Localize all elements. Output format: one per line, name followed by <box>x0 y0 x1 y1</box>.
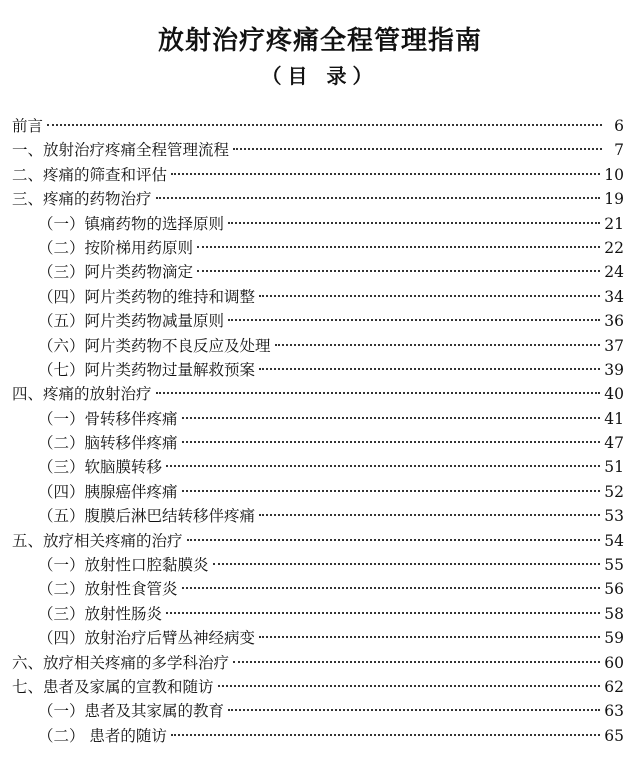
toc-entry <box>12 455 624 479</box>
toc-dot-leader <box>171 734 600 736</box>
toc-entry <box>12 236 624 260</box>
toc-entry-page-number: 56 <box>604 580 624 599</box>
toc-entry <box>12 187 624 211</box>
toc-dot-leader <box>233 661 600 663</box>
toc-entry-page-number: 62 <box>604 677 624 696</box>
toc-entry <box>12 163 624 187</box>
toc-entry <box>12 358 624 382</box>
toc-entry-label: 四、疼痛的放射治疗 <box>12 385 152 404</box>
toc-entry <box>12 602 624 626</box>
toc-entry-label: 七、患者及家属的宣教和随访 <box>12 677 214 696</box>
toc-entry-page-number: 53 <box>604 507 624 526</box>
document-title: 放射治疗疼痛全程管理指南 <box>157 26 482 56</box>
toc-dot-leader <box>218 685 601 687</box>
toc-dot-leader <box>182 417 601 419</box>
toc-entry-page-number: 21 <box>604 214 624 233</box>
toc-entry <box>12 626 624 650</box>
toc-entry-page-number: 63 <box>604 702 624 721</box>
toc-entry-page-number: 6 <box>614 117 624 135</box>
toc-entry-label: （四）胰腺癌伴疼痛 <box>38 482 178 501</box>
toc-dot-leader <box>228 319 600 321</box>
toc-entry <box>12 529 624 553</box>
toc-entry <box>12 724 624 748</box>
toc-entry-page-number: 10 <box>604 165 624 184</box>
toc-entry-label: 三、疼痛的药物治疗 <box>12 190 152 209</box>
toc-dot-leader <box>182 490 601 492</box>
toc-entry <box>12 212 624 236</box>
toc-dot-leader <box>259 636 600 638</box>
toc-entry-page-number: 34 <box>604 287 624 306</box>
toc-dot-leader <box>182 587 601 589</box>
toc-dot-leader <box>182 441 601 443</box>
toc-entry-label: （一）镇痛药物的选择原则 <box>38 214 225 233</box>
toc-entry <box>12 431 624 455</box>
toc-entry <box>12 382 624 406</box>
toc-entry <box>12 260 624 284</box>
document-subtitle: （目 录） <box>261 64 379 88</box>
toc-entry-label: 六、放疗相关疼痛的多学科治疗 <box>12 653 230 672</box>
toc-entry-label: （一）骨转移伴疼痛 <box>38 409 178 428</box>
toc-entry-page-number: 60 <box>604 653 624 672</box>
toc-entry-page-number: 41 <box>604 409 624 428</box>
toc-dot-leader <box>233 148 602 150</box>
toc-dot-leader <box>228 709 600 711</box>
toc-entry-page-number: 39 <box>604 360 624 379</box>
toc-dot-leader <box>166 465 600 467</box>
toc-dot-leader <box>156 197 601 199</box>
toc-entry-label: （五）阿片类药物减量原则 <box>38 312 225 331</box>
toc-entry-label: （三）软脑膜转移 <box>38 458 163 477</box>
toc-entry-page-number: 36 <box>604 312 624 331</box>
toc-entry-page-number: 37 <box>604 336 624 355</box>
toc-entry-page-number: 55 <box>604 556 624 575</box>
toc-entry <box>12 480 624 504</box>
toc-dot-leader <box>171 173 600 175</box>
toc-dot-leader <box>275 344 601 346</box>
toc-dot-leader <box>156 392 601 394</box>
toc-entry-page-number: 24 <box>604 263 624 282</box>
toc-entry-page-number: 65 <box>604 726 624 745</box>
toc-entry-label: （二） 患者的随访 <box>38 726 167 745</box>
toc-entry-page-number: 54 <box>604 531 624 550</box>
toc-dot-leader <box>228 222 600 224</box>
table-of-contents <box>12 114 624 748</box>
toc-entry-label: （六）阿片类药物不良反应及处理 <box>38 336 271 355</box>
toc-entry-label: （一）患者及其家属的教育 <box>38 702 225 721</box>
toc-entry-label: 一、放射治疗疼痛全程管理流程 <box>12 141 230 160</box>
toc-entry-page-number: 58 <box>604 604 624 623</box>
toc-entry <box>12 577 624 601</box>
toc-dot-leader <box>213 563 601 565</box>
toc-dot-leader <box>166 612 600 614</box>
toc-dot-leader <box>197 270 600 272</box>
toc-entry <box>12 138 624 162</box>
toc-dot-leader <box>259 514 600 516</box>
toc-entry-label: （七）阿片类药物过量解救预案 <box>38 360 256 379</box>
toc-entry-label: 五、放疗相关疼痛的治疗 <box>12 531 183 550</box>
toc-entry-label: （三）阿片类药物滴定 <box>38 263 194 282</box>
toc-entry-label: 二、疼痛的筛查和评估 <box>12 165 168 184</box>
toc-entry-page-number: 7 <box>614 141 624 160</box>
toc-entry-label: （二）按阶梯用药原则 <box>38 238 194 257</box>
toc-entry <box>12 309 624 333</box>
toc-entry <box>12 334 624 358</box>
toc-dot-leader <box>259 368 600 370</box>
toc-entry-label: （四）放射治疗后臂丛神经病变 <box>38 629 256 648</box>
toc-entry <box>12 407 624 431</box>
toc-entry-page-number: 40 <box>604 385 624 404</box>
toc-entry-label: （五）腹膜后淋巴结转移伴疼痛 <box>38 507 256 526</box>
toc-entry-page-number: 59 <box>604 629 624 648</box>
toc-entry <box>12 651 624 675</box>
toc-entry-label: （四）阿片类药物的维持和调整 <box>38 287 256 306</box>
toc-entry <box>12 114 624 138</box>
toc-dot-leader <box>197 246 600 248</box>
toc-entry-label: （三）放射性肠炎 <box>38 604 163 623</box>
toc-entry <box>12 553 624 577</box>
toc-entry-page-number: 47 <box>604 434 624 453</box>
toc-entry <box>12 285 624 309</box>
toc-entry <box>12 504 624 528</box>
toc-entry-label: （二）放射性食管炎 <box>38 580 178 599</box>
toc-dot-leader <box>187 539 601 541</box>
toc-entry-page-number: 22 <box>604 238 624 257</box>
toc-entry-page-number: 19 <box>604 190 624 209</box>
toc-entry-label: 前言 <box>12 117 44 135</box>
toc-dot-leader <box>47 124 602 126</box>
toc-entry-label: （二）脑转移伴疼痛 <box>38 434 178 453</box>
toc-entry-label: （一）放射性口腔黏膜炎 <box>38 556 209 575</box>
toc-entry-page-number: 52 <box>604 482 624 501</box>
toc-entry-page-number: 51 <box>604 458 624 477</box>
toc-dot-leader <box>259 295 600 297</box>
toc-entry <box>12 699 624 723</box>
toc-entry <box>12 675 624 699</box>
